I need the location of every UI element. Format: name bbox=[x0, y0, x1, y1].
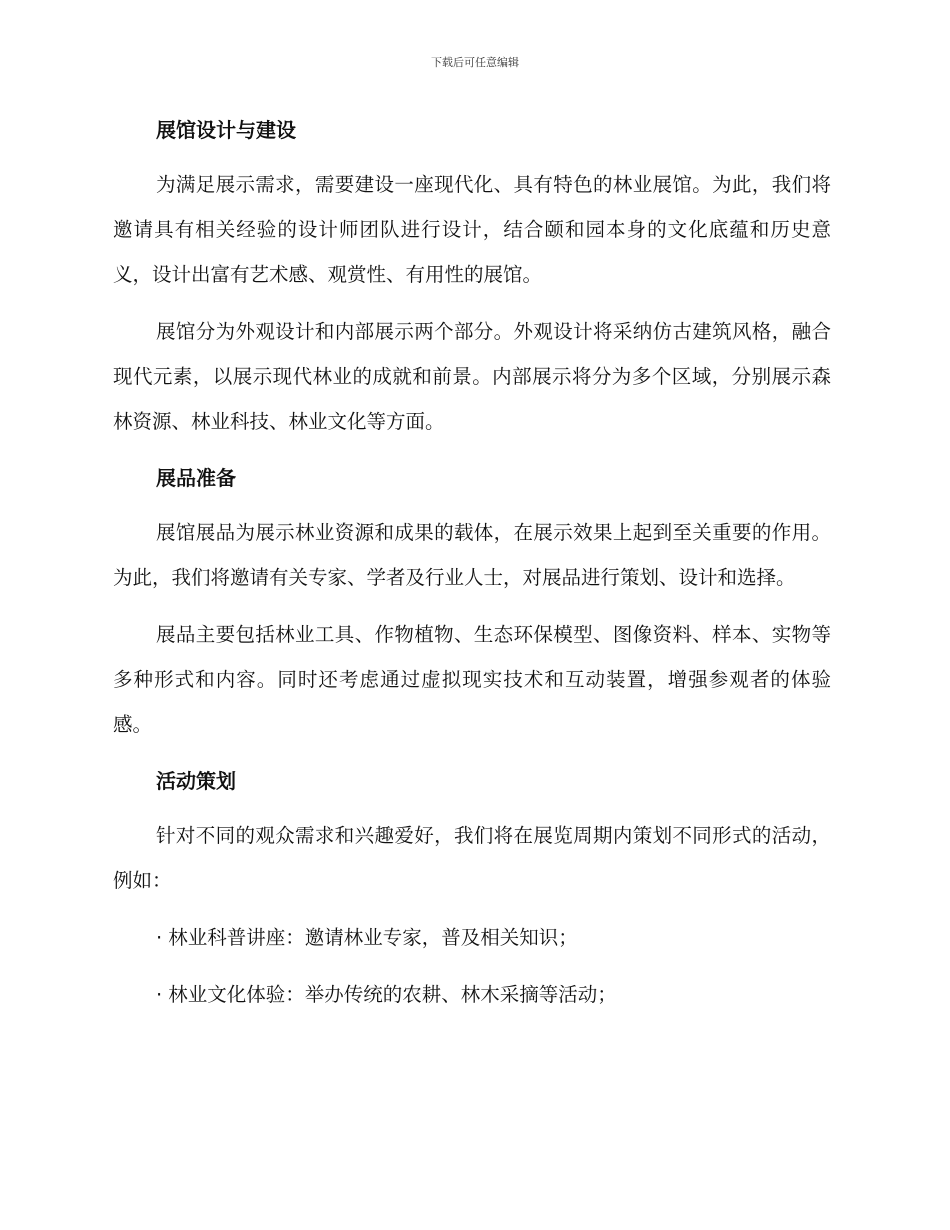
paragraph: 展馆分为外观设计和内部展示两个部分。外观设计将采纳仿古建筑风格，融合现代元素，以展示现代林业的成就和前景。内部展示将分为多个区域，分别展示森林资源、林业科技、林业文化等方面。 bbox=[113, 320, 831, 433]
paragraph: 为满足展示需求，需要建设一座现代化、具有特色的林业展馆。为此，我们将邀请具有相关经验的设计师团队进行设计，结合颐和园本身的文化底蕴和历史意义，设计出富有艺术感、观赏性、有用性的展馆。 bbox=[113, 173, 831, 286]
list-item bbox=[113, 915, 831, 960]
section-heading-exhibit-preparation: 展品准备 bbox=[156, 466, 236, 490]
list-item-text: 林业科普讲座：邀请林业专家，普及相关知识； bbox=[168, 926, 578, 949]
bullet-dot-icon: · bbox=[156, 983, 163, 1006]
header-note: 下载后可任意编辑 bbox=[431, 56, 519, 69]
bullet-dot-icon: · bbox=[156, 926, 163, 949]
paragraph: 展馆展品为展示林业资源和成果的载体，在展示效果上起到至关重要的作用。为此，我们将邀请有关专家、学者及行业人士，对展品进行策划、设计和选择。 bbox=[113, 521, 831, 589]
section-heading-exhibition-design: 展馆设计与建设 bbox=[156, 118, 296, 142]
section-heading-activity-planning: 活动策划 bbox=[156, 769, 236, 793]
list-item-text: 林业文化体验：举办传统的农耕、林木采摘等活动； bbox=[168, 983, 617, 1006]
document-body bbox=[113, 108, 831, 1017]
list-item bbox=[113, 972, 831, 1017]
paragraph: 展品主要包括林业工具、作物植物、生态环保模型、图像资料、样本、实物等多种形式和内容。同时还考虑通过虚拟现实技术和互动装置，增强参观者的体验感。 bbox=[113, 623, 831, 736]
paragraph: 针对不同的观众需求和兴趣爱好，我们将在展览周期内策划不同形式的活动，例如： bbox=[113, 824, 831, 892]
